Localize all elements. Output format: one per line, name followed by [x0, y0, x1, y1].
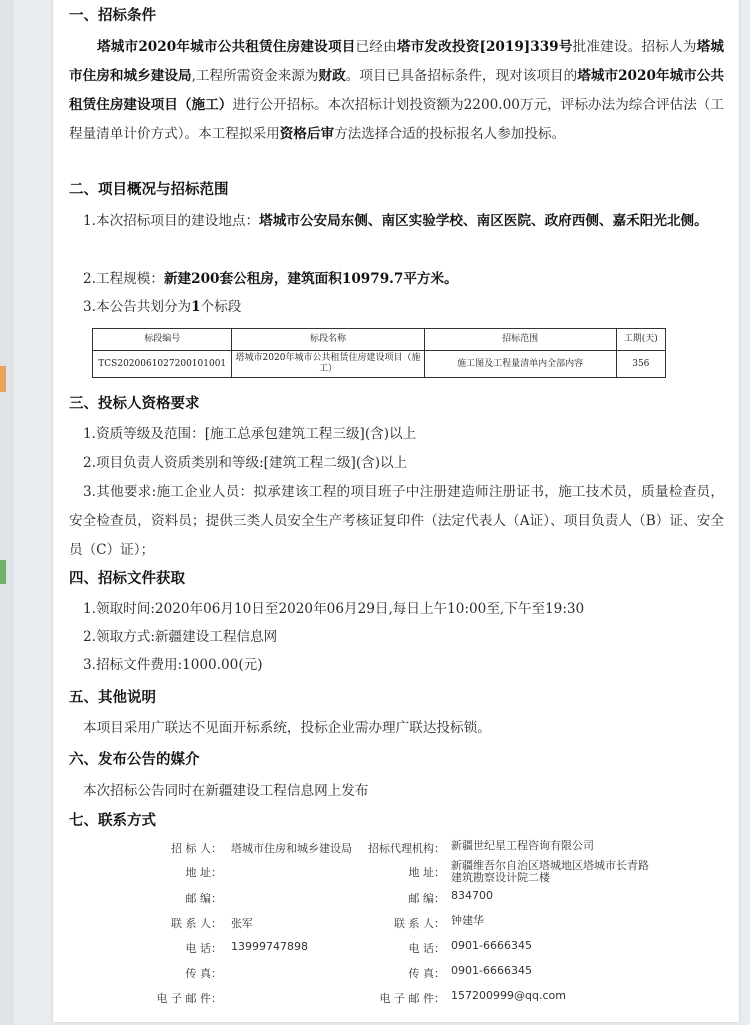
section-1-title: 一、招标条件 — [69, 8, 156, 24]
left-panel-marker — [0, 560, 6, 584]
approval-number: 塔市发改投资[2019]339号 — [396, 39, 573, 55]
text: 方法选择合适的投标报名人参加投标。 — [334, 126, 566, 142]
contact-value: 塔城市住房和城乡建设局 — [231, 842, 352, 855]
contact-label: 电 话： — [408, 942, 445, 955]
contact-label: 地 址： — [185, 866, 222, 879]
contact-value: 张军 — [231, 917, 253, 930]
contact-value: 钟建华 — [451, 914, 484, 927]
lot-duration: 356 — [616, 351, 665, 378]
table-header: 标段编号 — [93, 329, 232, 351]
section-2-title: 二、项目概况与招标范围 — [69, 182, 229, 198]
contact-value: 13999747898 — [231, 940, 308, 953]
section-5-body: 本项目采用广联达不见面开标系统，投标企业需办理广联达投标锁。 — [83, 720, 491, 736]
section-3-title: 三、投标人资格要求 — [69, 396, 200, 412]
contact-label: 传 真： — [185, 967, 222, 980]
contact-label: 邮 编： — [185, 892, 222, 905]
text: 。项目已具备招标条件，现对该项目的 — [345, 68, 578, 84]
left-panel-marker — [0, 366, 6, 392]
section-3-item-1: 1.资质等级及范围：[施工总承包建筑工程三级](含)以上 — [83, 426, 417, 442]
qualification-method: 资格后审 — [279, 126, 335, 142]
contact-label: 联 系 人： — [394, 917, 445, 930]
contact-label: 地 址： — [408, 866, 445, 879]
contact-label: 邮 编： — [408, 892, 445, 905]
table-row — [93, 351, 666, 378]
text: 进行公开招标。本次招标计划投资额为2200.00万元，评标办法为综合评估法（工程量清单计价方式）。本工程拟采用 — [69, 97, 725, 142]
project-name: 塔城市2020年城市公共租赁住房建设项目 — [97, 39, 356, 55]
project-name-construction: 塔城市2020年城市公共租赁住房建设项目（施工） — [69, 68, 725, 113]
text: 批准建设。招标人为 — [572, 39, 697, 55]
contact-value: 0901-6666345 — [451, 964, 532, 977]
section-2-scale — [69, 265, 724, 294]
section-2-lots — [69, 293, 724, 322]
lot-scope: 施工图及工程量清单内全部内容 — [424, 351, 616, 378]
left-panel-strip — [0, 0, 14, 1025]
contact-label: 电 子 邮 件： — [156, 992, 222, 1005]
section-4-title: 四、招标文件获取 — [69, 571, 185, 587]
contact-value: 新疆世纪星工程咨询有限公司 — [451, 839, 594, 852]
text: 已经由 — [355, 39, 397, 55]
section-7-title: 七、联系方式 — [69, 813, 156, 829]
build-scale: 新建200套公租房，建筑面积10979.7平方米。 — [163, 271, 458, 287]
section-5-title: 五、其他说明 — [69, 690, 156, 706]
text: 2.工程规模： — [83, 271, 164, 287]
tenderer-name: 塔城市住房和城乡建设局 — [69, 39, 724, 84]
contact-label: 传 真： — [408, 967, 445, 980]
fund-source: 财政 — [318, 68, 346, 84]
section-3-item-2: 2.项目负责人资质类别和等级:[建筑工程二级](含)以上 — [83, 455, 408, 471]
contact-label: 招 标 人： — [171, 842, 222, 855]
section-1-body — [69, 33, 724, 149]
contact-value: 0901-6666345 — [451, 939, 532, 952]
table-header: 招标范围 — [424, 329, 616, 351]
table-header: 工期(天) — [616, 329, 665, 351]
section-4-item-3: 3.招标文件费用:1000.00(元) — [83, 657, 263, 673]
section-2-location — [69, 207, 724, 236]
lot-name: 塔城市2020年城市公共租赁住房建设项目（施工） — [232, 351, 424, 378]
contact-value: 157200999@qq.com — [451, 989, 566, 1002]
section-4-item-2: 2.领取方式:新疆建设工程信息网 — [83, 629, 278, 645]
text: 个标段 — [200, 299, 242, 315]
contact-value: 新疆维吾尔自治区塔城地区塔城市长青路建筑勘察设计院二楼 — [451, 859, 649, 884]
section-4-item-1: 1.领取时间:2020年06月10日至2020年06月29日,每日上午10:00至,下午至19:30 — [83, 601, 585, 617]
contact-label: 联 系 人： — [171, 917, 222, 930]
section-6-title: 六、发布公告的媒介 — [69, 752, 200, 768]
lot-table — [92, 328, 666, 378]
lot-number: TCS2020061027200101001 — [93, 351, 232, 378]
contact-label: 电 话： — [185, 942, 222, 955]
contact-label: 电 子 邮 件： — [379, 992, 445, 1005]
announcement-page — [53, 0, 739, 1022]
text: ,工程所需资金来源为 — [191, 68, 319, 84]
table-header-row — [93, 329, 666, 351]
contact-value: 834700 — [451, 889, 493, 902]
table-header: 标段名称 — [232, 329, 424, 351]
contact-label: 招标代理机构： — [368, 842, 445, 855]
text: 1.本次招标项目的建设地点： — [83, 213, 260, 229]
section-6-body: 本次招标公告同时在新疆建设工程信息网上发布 — [83, 783, 369, 799]
lot-count: 1 — [191, 299, 201, 315]
text: 3.本公告共划分为 — [83, 299, 192, 315]
build-location: 塔城市公安局东侧、南区实验学校、南区医院、政府西侧、嘉禾阳光北侧。 — [259, 213, 708, 229]
section-3-item-3: 3.其他要求:施工企业人员：拟承建该工程的项目班子中注册建造师注册证书，施工技术员，质量检查员，安全检查员，资料员；提供三类人员安全生产考核证复印件（法定代表人（A证）、项目负责人（B）证、安全员（C）证）； — [69, 484, 724, 558]
